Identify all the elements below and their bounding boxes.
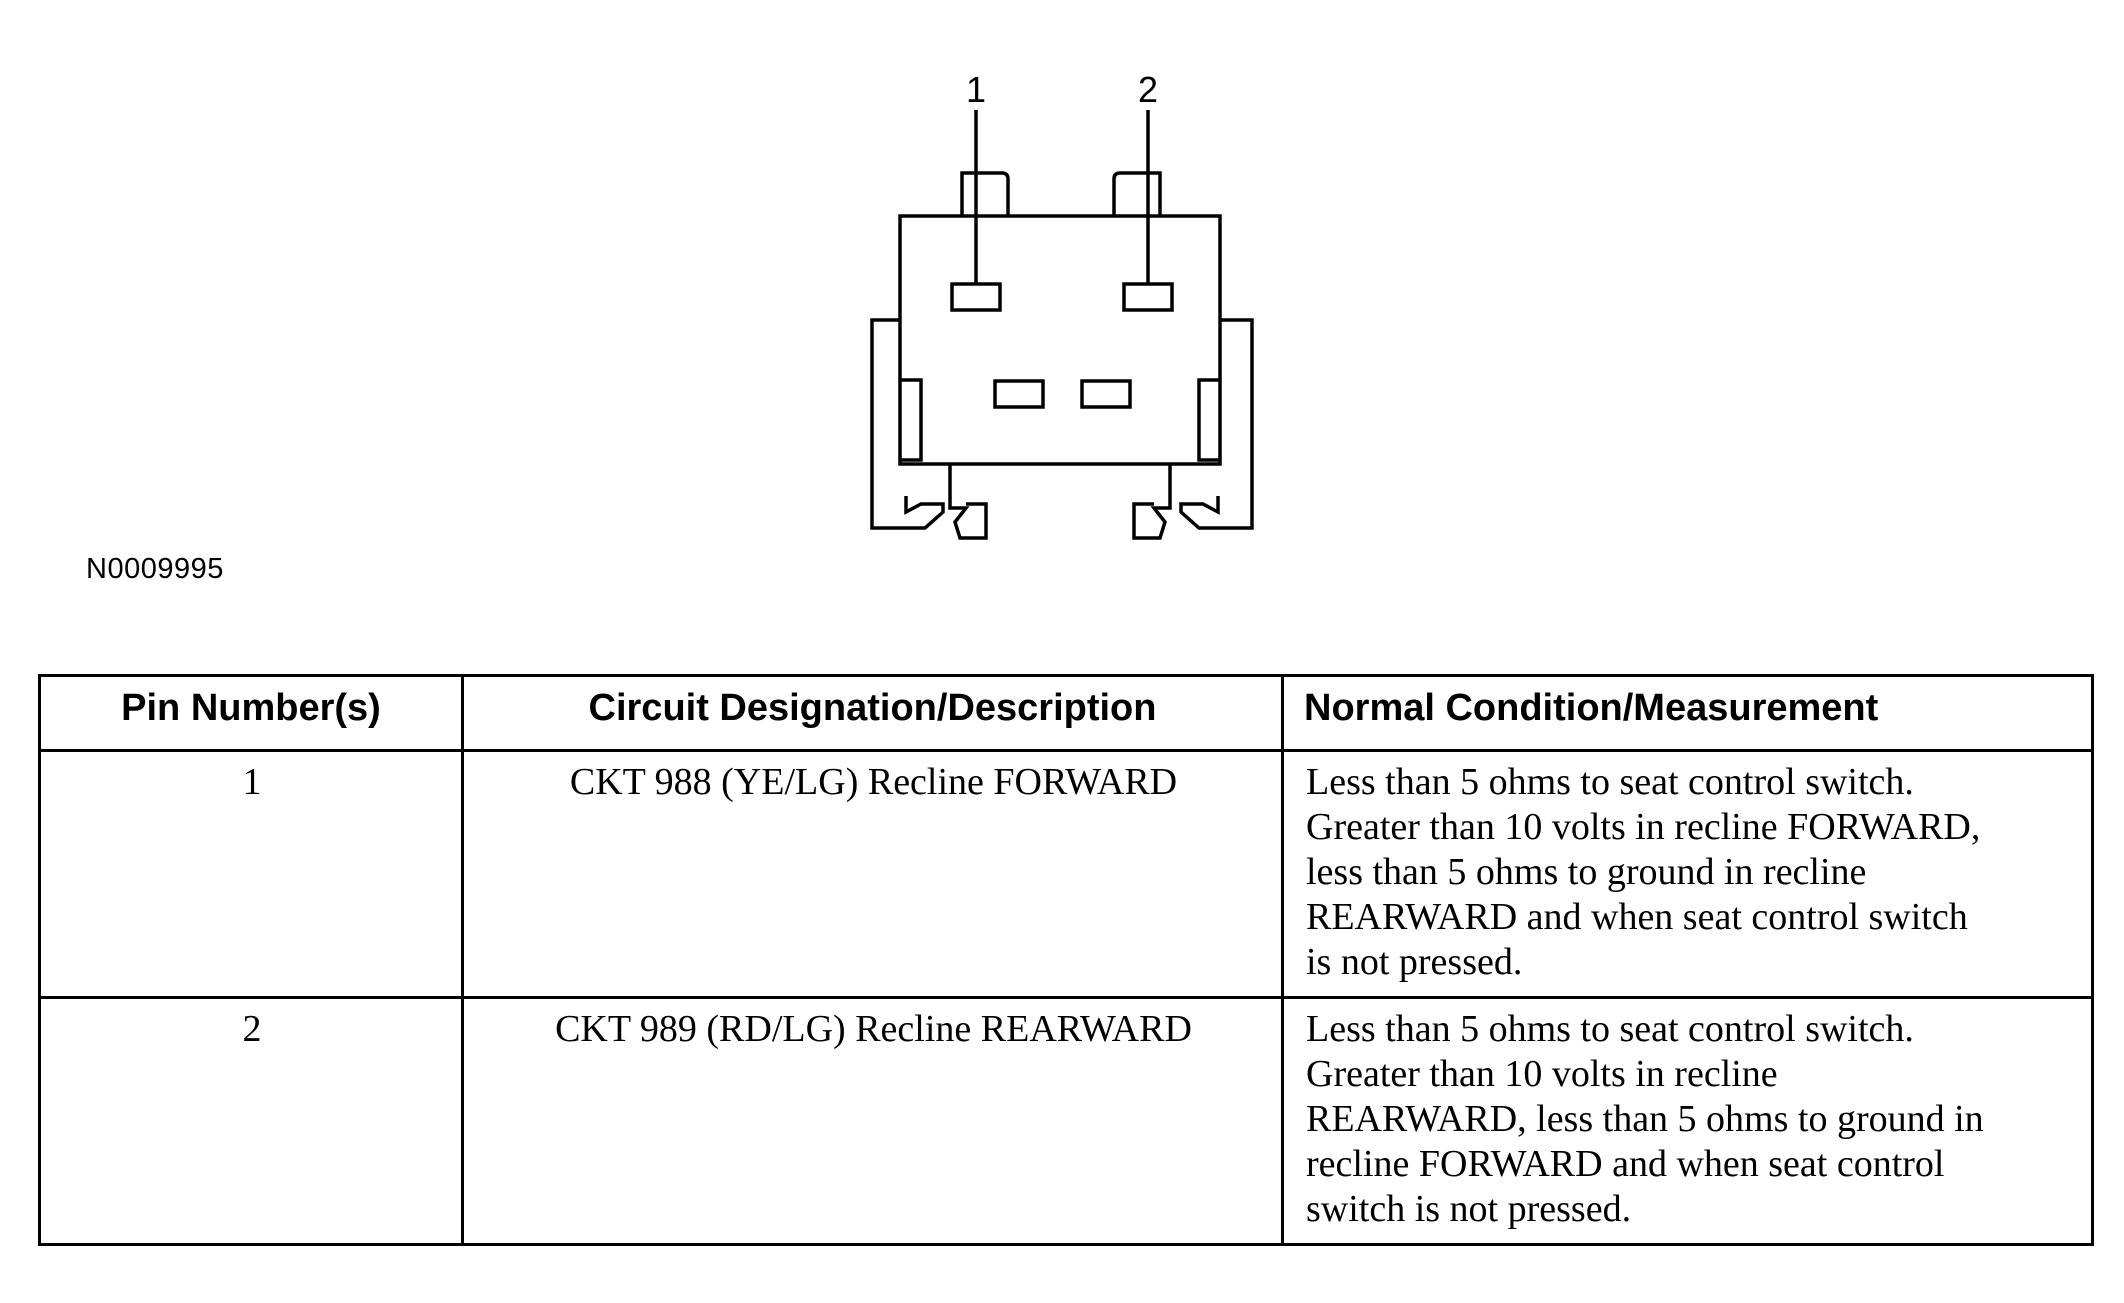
measurement-line: is not pressed.	[1306, 941, 1523, 983]
measurement-line: REARWARD and when seat control switch	[1306, 896, 1968, 938]
measurement-line: switch is not pressed.	[1306, 1188, 1632, 1230]
figure-id: N0009995	[86, 553, 224, 585]
pin-number-cell: 1	[40, 751, 463, 998]
latch-right	[1114, 173, 1160, 216]
pin-label-2: 2	[1137, 69, 1159, 110]
pin-table	[38, 674, 2094, 1246]
lock-arm-left	[872, 320, 943, 528]
table-row	[40, 751, 2093, 998]
lock-foot-left	[950, 464, 986, 538]
header-circuit-designation: Circuit Designation/Description	[463, 676, 1283, 751]
measurement-line: REARWARD, less than 5 ohms to ground in	[1306, 1098, 1984, 1140]
table-row	[40, 998, 2093, 1245]
measurement-line: Greater than 10 volts in recline FORWARD,	[1306, 806, 1981, 848]
pin-cavity-2	[1124, 284, 1172, 310]
measurement-line: Less than 5 ohms to seat control switch.	[1306, 761, 1914, 803]
connector-diagram	[0, 0, 2124, 600]
pin-number-cell: 2	[40, 998, 463, 1245]
lock-arm-right-inner	[1199, 380, 1220, 460]
circuit-cell: CKT 989 (RD/LG) Recline REARWARD	[463, 998, 1283, 1245]
lock-arm-right	[1181, 320, 1252, 528]
measurement-line: Greater than 10 volts in recline	[1306, 1053, 1778, 1095]
header-normal-condition: Normal Condition/Measurement	[1283, 676, 2093, 751]
measurement-cell	[1283, 998, 2093, 1245]
pin-label-1: 1	[965, 69, 987, 110]
table-header-row	[40, 676, 2093, 751]
circuit-cell: CKT 988 (YE/LG) Recline FORWARD	[463, 751, 1283, 998]
measurement-line: less than 5 ohms to ground in recline	[1306, 851, 1867, 893]
measurement-line: Less than 5 ohms to seat control switch.	[1306, 1008, 1914, 1050]
pin-cavity-1	[952, 284, 1000, 310]
measurement-line: recline FORWARD and when seat control	[1306, 1143, 1945, 1185]
cavity-empty-1	[995, 381, 1043, 407]
latch-left	[962, 173, 1008, 216]
connector-body	[900, 216, 1220, 464]
lock-arm-left-inner	[900, 380, 921, 460]
cavity-empty-2	[1082, 381, 1130, 407]
measurement-cell	[1283, 751, 2093, 998]
header-pin-number: Pin Number(s)	[40, 676, 463, 751]
lock-foot-right	[1134, 464, 1170, 538]
